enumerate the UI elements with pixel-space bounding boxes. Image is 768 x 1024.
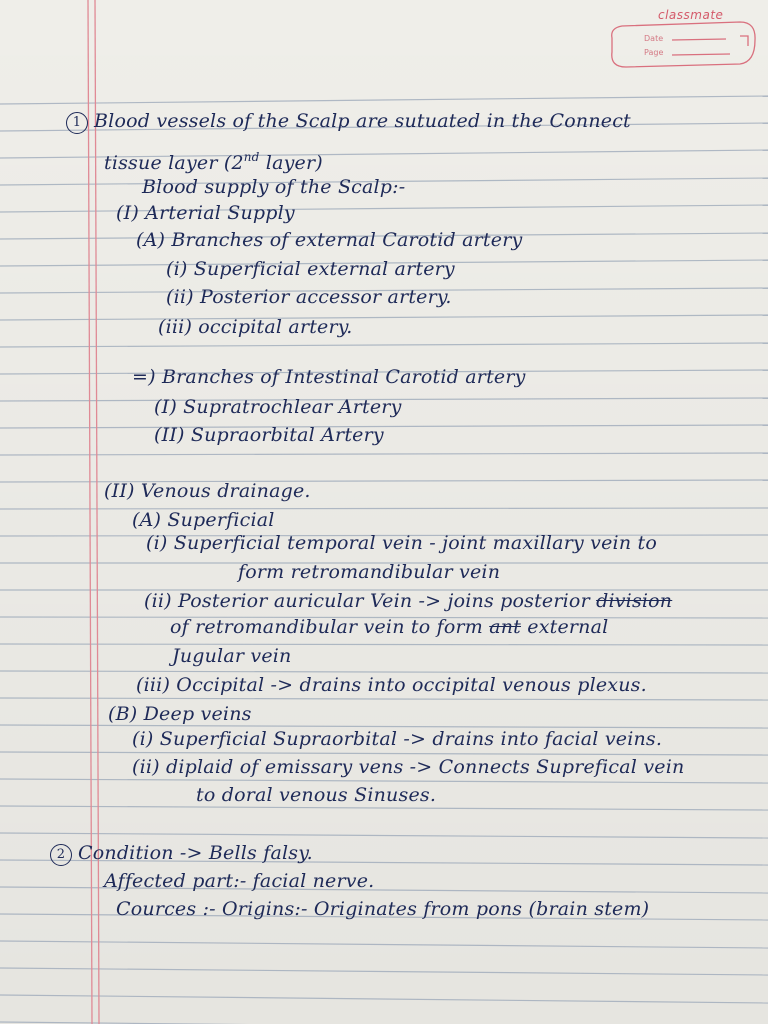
- brand-name: classmate: [658, 8, 724, 22]
- note-line-3: Blood supply of the Scalp:-: [142, 176, 406, 198]
- question-1-marker: 1: [66, 112, 88, 134]
- note-line-11: (II) Supraorbital Artery: [154, 424, 384, 446]
- question-2-marker: 2: [50, 844, 72, 866]
- note-line-8: (iii) occipital artery.: [158, 316, 353, 338]
- note-line-6: (i) Superficial external artery: [166, 258, 455, 280]
- note-line-25: Affected part:- facial nerve.: [104, 870, 375, 892]
- note-line-5: (A) Branches of external Carotid artery: [136, 229, 523, 251]
- note-line-24: 2 Condition -> Bells falsy.: [50, 842, 313, 866]
- note-line-12: (II) Venous drainage.: [104, 480, 311, 502]
- note-line-15: form retromandibular vein: [238, 561, 501, 583]
- note-line-13: (A) Superficial: [132, 509, 275, 531]
- note-line-23: to doral venous Sinuses.: [196, 784, 437, 806]
- note-line-9: =) Branches of Intestinal Carotid artery: [132, 366, 526, 388]
- note-line-26: Cources :- Origins:- Originates from pons (brain stem): [116, 898, 650, 920]
- note-line-22: (ii) diplaid of emissary vens -> Connects Suprefical vein: [132, 756, 685, 778]
- note-line-21: (i) Superficial Supraorbital -> drains into facial veins.: [132, 728, 663, 750]
- note-line-7: (ii) Posterior accessor artery.: [166, 286, 452, 308]
- date-label: Date: [644, 34, 664, 43]
- page-label: Page: [644, 48, 664, 57]
- note-line-14: (i) Superficial temporal vein - joint maxillary vein to: [146, 532, 657, 554]
- note-line-10: (I) Supratrochlear Artery: [154, 396, 402, 418]
- note-line-20: (B) Deep veins: [108, 703, 252, 725]
- note-line-2: tissue layer (2nd layer): [104, 150, 323, 174]
- note-line-17: of retromandibular vein to form ant external: [170, 616, 609, 638]
- note-line-19: (iii) Occipital -> drains into occipital venous plexus.: [136, 674, 647, 696]
- note-line-1: 1 Blood vessels of the Scalp are sutuated in the Connect: [66, 110, 631, 134]
- note-line-4: (I) Arterial Supply: [116, 202, 295, 224]
- note-line-16: (ii) Posterior auricular Vein -> joins posterior division: [144, 590, 673, 612]
- note-line-18: Jugular vein: [172, 645, 292, 667]
